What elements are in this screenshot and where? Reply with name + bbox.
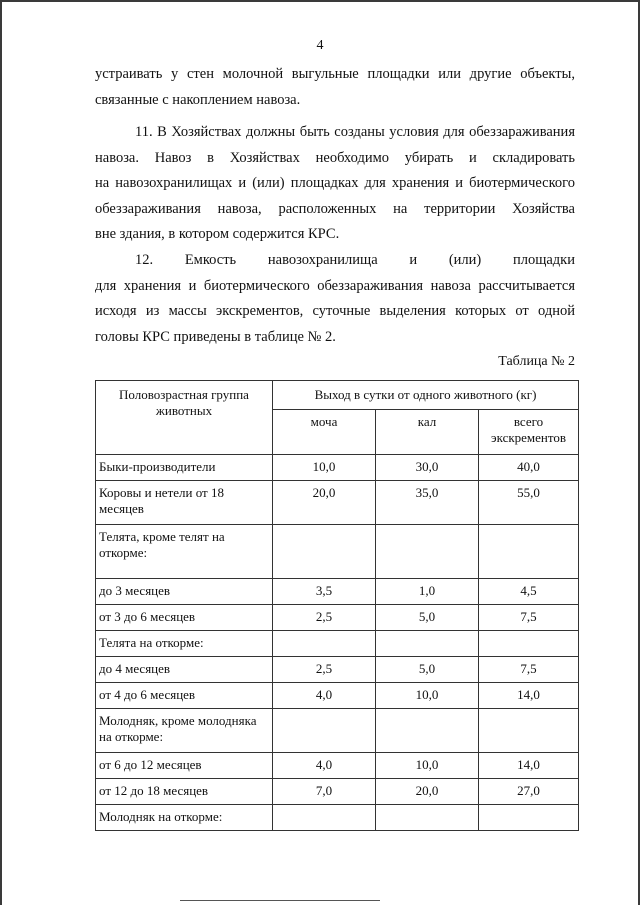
table-row	[96, 525, 579, 579]
scan-border-top	[0, 0, 640, 2]
text-word: Емкость	[184, 252, 237, 268]
scan-mark-bottom	[180, 900, 380, 901]
text-line: устраивать у стен молочной выгульные площадки или другие объекты,	[95, 66, 575, 82]
cell-total	[479, 709, 579, 753]
row-label: Коровы и нетели от 18 месяцев	[96, 481, 273, 525]
cell-urine: 2,5	[273, 657, 376, 683]
cell-feces: 1,0	[376, 579, 479, 605]
row-label: от 3 до 6 месяцев	[96, 605, 273, 631]
row-label: Молодняк, кроме молодняка на откорме:	[96, 709, 273, 753]
table-row	[96, 683, 579, 709]
text-word: 12.	[135, 252, 154, 268]
cell-feces: 10,0	[376, 683, 479, 709]
text-line: связанные с накоплением навоза.	[95, 91, 301, 108]
text-line: на навозохранилищах и (или) площадках для хранения и биотермического	[95, 175, 575, 191]
cell-feces: 35,0	[376, 481, 479, 525]
text-line: навоза. Навоз в Хозяйствах необходимо убирать и складировать	[95, 149, 575, 166]
cell-urine	[273, 525, 376, 579]
cell-urine: 10,0	[273, 455, 376, 481]
cell-total: 7,5	[479, 605, 579, 631]
header-animal-group: Половозрастная группа животных	[96, 381, 273, 455]
paragraph-continuation	[95, 62, 575, 113]
cell-feces: 20,0	[376, 779, 479, 805]
table-row	[96, 753, 579, 779]
cell-urine: 4,0	[273, 753, 376, 779]
row-label: Молодняк на откорме:	[96, 805, 273, 831]
table-row	[96, 455, 579, 481]
text-line: вне здания, в котором содержится КРС.	[95, 226, 340, 242]
cell-urine: 2,5	[273, 605, 376, 631]
header-daily-output: Выход в сутки от одного животного (кг)	[273, 381, 579, 410]
cell-total: 27,0	[479, 779, 579, 805]
table-caption: Таблица № 2	[498, 354, 575, 369]
cell-urine: 20,0	[273, 481, 376, 525]
page-number: 4	[316, 38, 324, 53]
table-row	[96, 605, 579, 631]
cell-urine: 7,0	[273, 779, 376, 805]
table-row	[96, 481, 579, 525]
cell-urine	[273, 805, 376, 831]
cell-total	[479, 525, 579, 579]
table-row	[96, 657, 579, 683]
cell-total	[479, 631, 579, 657]
text-word: площадки	[512, 252, 575, 268]
cell-total: 4,5	[479, 579, 579, 605]
text-line: 11. В Хозяйствах должны быть созданы условия для обеззараживания	[135, 124, 575, 140]
text-word: навозохранилища	[267, 252, 378, 268]
cell-feces	[376, 631, 479, 657]
paragraph-12	[95, 248, 575, 350]
cell-urine	[273, 631, 376, 657]
cell-feces: 10,0	[376, 753, 479, 779]
table-header-row	[96, 381, 579, 410]
cell-feces	[376, 525, 479, 579]
paragraph-11	[95, 120, 575, 248]
text-line	[95, 248, 575, 274]
row-label: от 6 до 12 месяцев	[96, 753, 273, 779]
table-row	[96, 631, 579, 657]
text-line: головы КРС приведены в таблице № 2.	[95, 328, 336, 345]
cell-total: 14,0	[479, 753, 579, 779]
cell-total: 40,0	[479, 455, 579, 481]
cell-feces: 30,0	[376, 455, 479, 481]
row-label: до 3 месяцев	[96, 579, 273, 605]
text-word: (или)	[448, 252, 482, 268]
cell-feces: 5,0	[376, 657, 479, 683]
table-row	[96, 579, 579, 605]
manure-output-table	[95, 380, 579, 831]
cell-total: 55,0	[479, 481, 579, 525]
header-total: всего экскрементов	[479, 410, 579, 455]
row-label: от 12 до 18 месяцев	[96, 779, 273, 805]
cell-urine: 4,0	[273, 683, 376, 709]
row-label: Телята на откорме:	[96, 631, 273, 657]
text-line: исходя из массы экскрементов, суточные выделения которых от одной	[95, 303, 575, 319]
row-label: Телята, кроме телят на откорме:	[96, 525, 273, 579]
row-label: до 4 месяцев	[96, 657, 273, 683]
scan-border-left	[0, 0, 2, 905]
cell-total	[479, 805, 579, 831]
text-line: обеззараживания навоза, расположенных на территории Хозяйства	[95, 200, 575, 217]
row-label: от 4 до 6 месяцев	[96, 683, 273, 709]
cell-urine: 3,5	[273, 579, 376, 605]
cell-feces: 5,0	[376, 605, 479, 631]
cell-total: 7,5	[479, 657, 579, 683]
cell-feces	[376, 805, 479, 831]
table-row	[96, 805, 579, 831]
table-row	[96, 709, 579, 753]
text-word: и	[409, 252, 418, 268]
cell-total: 14,0	[479, 683, 579, 709]
row-label: Быки-производители	[96, 455, 273, 481]
table-row	[96, 779, 579, 805]
header-feces: кал	[376, 410, 479, 455]
cell-urine	[273, 709, 376, 753]
header-urine: моча	[273, 410, 376, 455]
text-line: для хранения и биотермического обеззараживания навоза рассчитывается	[95, 277, 575, 294]
cell-feces	[376, 709, 479, 753]
